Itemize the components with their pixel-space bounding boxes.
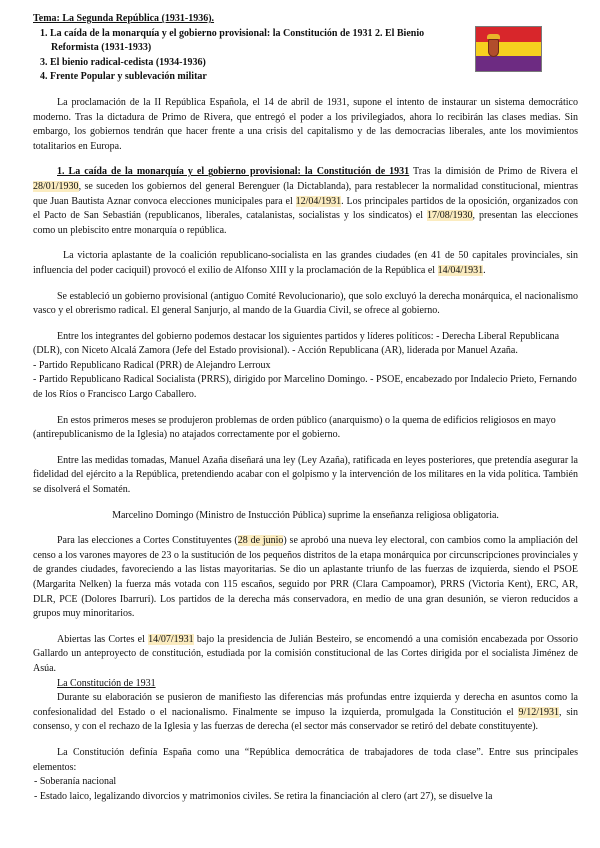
marcelino-domingo-paragraph: Marcelino Domingo (Ministro de Instucción Pública) suprime la enseñanza religiosa obligatoria. — [112, 509, 499, 521]
gobierno-provisional-paragraph: Se estableció un gobierno provisional (antiguo Comité Revolucionario), que solo excluyó la derecha monárquica, el nacionalismo vasco y el obrerismo radical. El general Sanjurjo, al mando de la Guardia Civil, se ofrece al gobierno. — [33, 290, 578, 317]
date-highlight: 17/08/1930 — [426, 210, 473, 222]
date-highlight: 28/01/1930 — [33, 180, 79, 192]
toc-item: 3. El bienio radical-cedista (1934-1936) — [40, 56, 206, 68]
definicion-paragraph: La Constitución definía España como una “República democrática de trabajadores de toda clase”. Entre sus principales elementos: — [33, 746, 578, 773]
orden-publico-paragraph: En estos primeros meses se produjeron problemas de orden público (anarquismo) o la quema de edificios religiosos en mayo (antirepublicanismo de la Iglesia) no atajados correctamente por el gobierno. — [33, 414, 556, 441]
toc-item: 4. Frente Popular y sublevación militar — [40, 71, 207, 83]
document-page — [33, 12, 578, 804]
table-of-contents — [33, 27, 473, 85]
partidos-paragraph: Entre los integrantes del gobierno podemos destacar los siguientes partidos y líderes políticos: - Derecha Liberal Republicana (DLR), con Niceto Alcalá Zamora (Jefe del Estado provisional). - Acción Republicana (AR), liderada por Manuel Azaña. — [33, 330, 560, 357]
intro-paragraph: La proclamación de la II República Española, el 14 de abril de 1931, supone el intento de instaurar un sistema democrático moderno. Tras la dictadura de Primo de Rivera, que entregó el poder a los privilegiados, ahora lo recibirán las clases medias. Sin embargo, los gobiernos tendrán que hacer frente a una crisis del capitalismo y de las democracias liberales, ante los movimientos totalitarios en Europa. — [33, 96, 578, 152]
partidos-line: - Partido Republicano Radical Socialista (PRRS), dirigido por Marcelino Domingo. - PSOE, encabezado por Indalecio Prieto, Fernando de los Ríos o Francisco Largo Caballero. — [33, 374, 577, 401]
date-highlight: 12/04/1931 — [295, 195, 342, 207]
constitucion-paragraph: Durante su elaboración se pusieron de manifiesto las diferencias más profundas entre izquierda y derecha en asuntos como la confesionalidad del Estado o el nacionalismo. Finalmente se impuso la izquierda, promulgada la Constitución el 9/12/1931, sin consenso, y con el rechazo de la Iglesia y las fuerzas de derecha (el sector más conservador se retiró del debate constituyente). — [33, 692, 578, 733]
date-highlight: 14/07/1931 — [148, 633, 194, 645]
elecciones-paragraph: Para las elecciones a Cortes Constituyentes (28 de junio) se aprobó una nueva ley electoral, con cambios como la ampliación del censo a los varones mayores de 23 o la sustitución de los pequeños distritos de la etapa monárquica por circunscripciones provinciales y de grandes ciudades, favoreciendo a las listas mayoritarias. Se dio un aplastante triunfo de las fuerzas de izquierda, siendo el PSOE (Margarita Nelken) la fuerza más votada con 115 escaños, seguido por PRR (Clara Campoamor), PRRS (Victoria Kent), ERC, AR, DLR, PCE (Dolores Ibarruri). Los partidos de la derecha más conservadora, en medio de una gran desunión, se vieron reducidos a grupos muy minoritarios. — [33, 535, 578, 620]
section-1-paragraph: 1. La caída de la monarquía y el gobierno provisional: la Constitución de 1931 Tras la dimisión de Primo de Rivera el 28/01/1930, se suceden los gobiernos del general Berenguer (la Dictablanda), para restablecer la normalidad constitucional, mientras que Juan Bautista Aznar convoca elecciones municipales para el 12/04/1931. Los principales partidos de la oposición, organizados con el Pacto de San Sebastián (republicanos, liberales, catalanistas, socialistas y los sindicatos) el 17/08/1930, presentan las elecciones como un plebiscito entre monarquía o república. — [33, 166, 578, 236]
victoria-paragraph: La victoria aplastante de la coalición republicano-socialista en las grandes ciudades (en 41 de 50 capitales provinciales, sin influencia del poder caciquil) provocó el exilio de Alfonso XIII y la proclamación de la República el 14/04/1931. — [33, 250, 578, 276]
constitucion-heading: La Constitución de 1931 — [57, 677, 156, 689]
date-highlight: 28 de junio — [237, 535, 284, 547]
cortes-paragraph: Abiertas las Cortes el 14/07/1931 bajo la presidencia de Julián Besteiro, se encomendó a una comisión encabezada por Ossorio Gallardo un anteproyecto de constitución, estudiada por la comisión constitucional de las Cortes dirigida por el socialista Jiménez de Asúa. — [33, 633, 578, 674]
list-item: - Soberanía nacional — [34, 776, 117, 788]
document-title: Tema: La Segunda República (1931-1936). — [33, 13, 215, 24]
medidas-paragraph: Entre las medidas tomadas, Manuel Azaña diseñará una ley (Ley Azaña), ratificada en leyes posteriores, que pretendía asegurar la fidelidad del ejército a la República, pretendiendo acabar con el golpismo y la intervención de los militares en la vida política. También se disolverá el Somatén. — [33, 454, 578, 496]
section-1-heading: 1. La caída de la monarquía y el gobierno provisional: la Constitución de 1931 — [57, 166, 410, 178]
toc-item: 1. La caída de la monarquía y el gobierno provisional: la Constitución de 1931 2. El Bienio Reformista (1931-1933) — [40, 27, 425, 54]
list-item: - Estado laico, legalizando divorcios y matrimonios civiles. Se retira la financiación al clero (art 27), se disuelve la — [34, 790, 493, 802]
date-highlight: 9/12/1931 — [518, 706, 560, 718]
date-highlight: 14/04/1931 — [437, 264, 484, 276]
partidos-line: - Partido Republicano Radical (PRR) de Alejandro Lerroux — [33, 359, 271, 371]
